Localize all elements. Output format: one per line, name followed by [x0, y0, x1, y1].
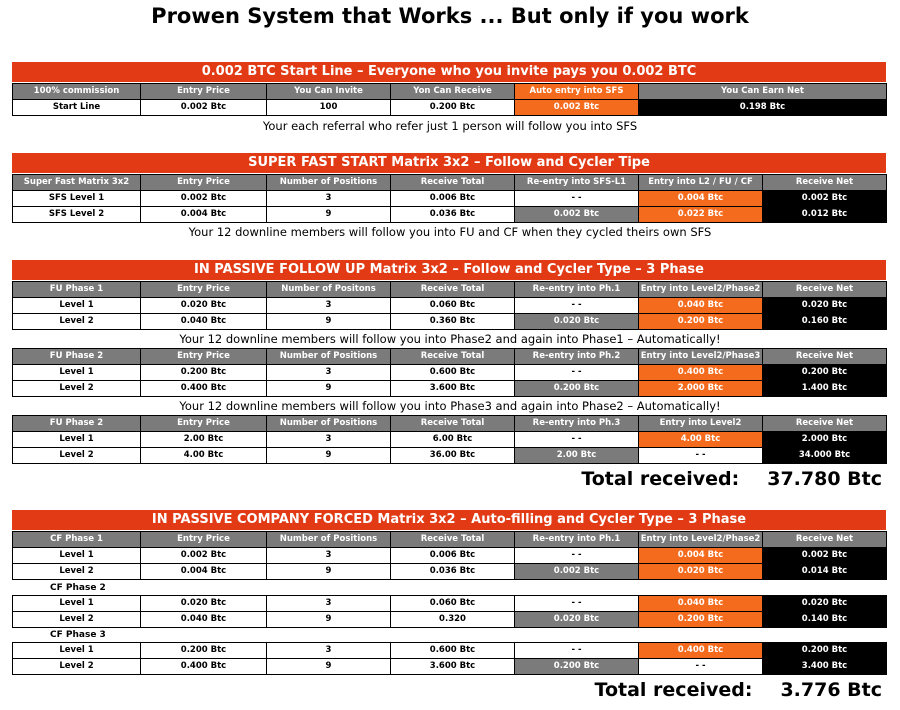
table-cell: 0.360 Btc	[391, 314, 515, 330]
table-header: Receive Net	[763, 532, 887, 548]
start-line-banner: 0.002 BTC Start Line – Everyone who you invite pays you 0.002 BTC	[12, 62, 886, 82]
table-header: Entry into Level2/Phase2	[639, 282, 763, 298]
table-cell: 0.020 Btc	[515, 612, 639, 628]
table-cell: Start Line	[13, 100, 141, 116]
table-header: You Can Invite	[267, 84, 391, 100]
table-cell: - -	[515, 191, 639, 207]
table-cell: 0.400 Btc	[141, 659, 267, 675]
table-cell: Level 2	[13, 659, 141, 675]
table-header: Re-entry into Ph.1	[515, 532, 639, 548]
start-line-table	[12, 83, 887, 116]
table-header: Re-entry into Ph.1	[515, 282, 639, 298]
sfs-note: Your 12 downline members will follow you into FU and CF when they cycled theirs own SFS	[188, 225, 712, 239]
table-cell: 0.040 Btc	[141, 314, 267, 330]
table-header: Super Fast Matrix 3x2	[13, 175, 141, 191]
table-cell: - -	[515, 298, 639, 314]
table-header: Re-entry into Ph.3	[515, 416, 639, 432]
fu-note-1: Your 12 downline members will follow you into Phase2 and again into Phase1 – Automatically!	[179, 332, 721, 346]
table-header: Receive Total	[391, 349, 515, 365]
fu-banner: IN PASSIVE FOLLOW UP Matrix 3x2 – Follow and Cycler Type – 3 Phase	[12, 260, 886, 280]
table-header: Entry into L2 / FU / CF	[639, 175, 763, 191]
cf-phase2-table	[12, 595, 887, 628]
fu-total-value: 37.780 Btc	[767, 468, 882, 490]
table-cell: 0.036 Btc	[391, 207, 515, 223]
table-cell: Level 1	[13, 548, 141, 564]
table-cell: 0.400 Btc	[639, 365, 763, 381]
cf-phase2-label: CF Phase 2	[50, 583, 106, 593]
table-cell: 9	[267, 612, 391, 628]
table-cell: - -	[639, 448, 763, 464]
table-cell: 0.002 Btc	[141, 191, 267, 207]
table-cell: 0.014 Btc	[763, 564, 887, 580]
table-cell: 3	[267, 298, 391, 314]
table-cell: - -	[515, 643, 639, 659]
table-cell: 9	[267, 207, 391, 223]
table-cell: 2.00 Btc	[141, 432, 267, 448]
table-cell: Level 2	[13, 448, 141, 464]
table-cell: 0.060 Btc	[391, 596, 515, 612]
table-cell: 0.020 Btc	[639, 564, 763, 580]
cf-phase3-table	[12, 642, 887, 675]
table-header: Entry Price	[141, 175, 267, 191]
table-cell: Level 1	[13, 365, 141, 381]
table-cell: 3.400 Btc	[763, 659, 887, 675]
table-cell: 1.400 Btc	[763, 381, 887, 397]
table-cell: 2.000 Btc	[763, 432, 887, 448]
table-header: Entry into Level2/Phase2	[639, 532, 763, 548]
table-cell: 0.320	[391, 612, 515, 628]
table-header: Yon Can Receive	[391, 84, 515, 100]
table-cell: 2.00 Btc	[515, 448, 639, 464]
table-cell: 0.004 Btc	[141, 207, 267, 223]
table-cell: 0.004 Btc	[639, 191, 763, 207]
table-header: FU Phase 2	[13, 416, 141, 432]
table-cell: 9	[267, 448, 391, 464]
fu-total-label: Total received:	[581, 468, 740, 490]
table-header: 100% commission	[13, 84, 141, 100]
table-cell: 0.400 Btc	[141, 381, 267, 397]
sfs-table	[12, 174, 887, 223]
table-cell: 0.600 Btc	[391, 643, 515, 659]
table-cell: Level 2	[13, 381, 141, 397]
table-header: Number of Positions	[267, 349, 391, 365]
table-cell: 0.040 Btc	[141, 612, 267, 628]
table-cell: 0.140 Btc	[763, 612, 887, 628]
table-cell: 4.00 Btc	[639, 432, 763, 448]
table-header: Entry Price	[141, 282, 267, 298]
cf-total-value: 3.776 Btc	[780, 679, 882, 701]
table-cell: 9	[267, 659, 391, 675]
table-cell: Level 2	[13, 612, 141, 628]
table-header: Number of Positions	[267, 532, 391, 548]
table-cell: 0.036 Btc	[391, 564, 515, 580]
table-cell: 0.040 Btc	[639, 298, 763, 314]
table-cell: Level 1	[13, 643, 141, 659]
table-cell: 0.002 Btc	[763, 548, 887, 564]
table-cell: - -	[515, 548, 639, 564]
fu-phase3-table	[12, 415, 887, 464]
cf-phase3-label: CF Phase 3	[50, 630, 106, 640]
table-cell: 0.012 Btc	[763, 207, 887, 223]
table-header: Entry Price	[141, 416, 267, 432]
cf-banner: IN PASSIVE COMPANY FORCED Matrix 3x2 – Auto-filling and Cycler Type – 3 Phase	[12, 510, 886, 530]
table-header: Entry into Level2/Phase3	[639, 349, 763, 365]
table-header: Receive Total	[391, 532, 515, 548]
table-cell: 0.198 Btc	[639, 100, 887, 116]
table-header: Receive Total	[391, 416, 515, 432]
table-cell: 0.022 Btc	[639, 207, 763, 223]
table-cell: 0.400 Btc	[639, 643, 763, 659]
table-cell: Level 2	[13, 314, 141, 330]
table-cell: 0.006 Btc	[391, 191, 515, 207]
table-header: Entry Price	[141, 532, 267, 548]
table-header: FU Phase 1	[13, 282, 141, 298]
table-cell: 2.000 Btc	[639, 381, 763, 397]
table-header: Receive Net	[763, 175, 887, 191]
table-header: You Can Earn Net	[639, 84, 887, 100]
table-cell: 0.200 Btc	[515, 659, 639, 675]
table-cell: 9	[267, 381, 391, 397]
table-cell: 3	[267, 643, 391, 659]
table-cell: 0.020 Btc	[763, 596, 887, 612]
table-cell: 0.200 Btc	[141, 643, 267, 659]
table-cell: 0.004 Btc	[639, 548, 763, 564]
table-cell: 0.200 Btc	[515, 381, 639, 397]
table-cell: 0.002 Btc	[763, 191, 887, 207]
table-cell: 0.006 Btc	[391, 548, 515, 564]
table-cell: 3.600 Btc	[391, 659, 515, 675]
cf-total	[595, 679, 882, 701]
fu-total	[581, 468, 882, 490]
table-cell: 3	[267, 191, 391, 207]
table-cell: 0.600 Btc	[391, 365, 515, 381]
table-header: Re-entry into Ph.2	[515, 349, 639, 365]
table-cell: 0.200 Btc	[639, 612, 763, 628]
table-cell: - -	[515, 365, 639, 381]
table-cell: 0.200 Btc	[763, 643, 887, 659]
table-header: Number of Positons	[267, 282, 391, 298]
fu-phase2-table	[12, 348, 887, 397]
table-header: Receive Net	[763, 416, 887, 432]
fu-phase1-table	[12, 281, 887, 330]
table-cell: - -	[515, 596, 639, 612]
table-header: FU Phase 2	[13, 349, 141, 365]
table-cell: 0.200 Btc	[639, 314, 763, 330]
table-cell: 100	[267, 100, 391, 116]
table-cell: 0.004 Btc	[141, 564, 267, 580]
table-cell: 0.040 Btc	[639, 596, 763, 612]
table-cell: 9	[267, 564, 391, 580]
table-header: CF Phase 1	[13, 532, 141, 548]
table-cell: 0.200 Btc	[763, 365, 887, 381]
table-header: Number of Positions	[267, 416, 391, 432]
table-cell: - -	[639, 659, 763, 675]
table-cell: 0.002 Btc	[515, 100, 639, 116]
table-cell: 4.00 Btc	[141, 448, 267, 464]
table-cell: 0.200 Btc	[141, 365, 267, 381]
table-cell: 3.600 Btc	[391, 381, 515, 397]
table-header: Number of Positions	[267, 175, 391, 191]
table-cell: 9	[267, 314, 391, 330]
table-cell: 0.020 Btc	[515, 314, 639, 330]
table-cell: 6.00 Btc	[391, 432, 515, 448]
table-header: Entry Price	[141, 84, 267, 100]
table-header: Entry Price	[141, 349, 267, 365]
table-header: Re-entry into SFS-L1	[515, 175, 639, 191]
table-cell: Level 2	[13, 564, 141, 580]
table-cell: 0.160 Btc	[763, 314, 887, 330]
table-cell: 0.002 Btc	[515, 564, 639, 580]
table-cell: 34.000 Btc	[763, 448, 887, 464]
table-cell: Level 1	[13, 596, 141, 612]
start-line-note: Your each referral who refer just 1 person will follow you into SFS	[262, 119, 638, 133]
cf-total-label: Total received:	[594, 679, 753, 701]
table-cell: 0.002 Btc	[141, 100, 267, 116]
table-header: Entry into Level2	[639, 416, 763, 432]
table-header: Receive Net	[763, 282, 887, 298]
table-cell: Level 1	[13, 432, 141, 448]
table-cell: 3	[267, 432, 391, 448]
table-cell: 3	[267, 548, 391, 564]
table-cell: 0.020 Btc	[141, 298, 267, 314]
table-cell: SFS Level 1	[13, 191, 141, 207]
table-header: Receive Total	[391, 282, 515, 298]
sfs-banner: SUPER FAST START Matrix 3x2 – Follow and Cycler Tipe	[12, 153, 886, 173]
table-header: Auto entry into SFS	[515, 84, 639, 100]
table-cell: 0.020 Btc	[141, 596, 267, 612]
cf-phase1-table	[12, 531, 887, 580]
table-cell: 3	[267, 596, 391, 612]
table-cell: 0.060 Btc	[391, 298, 515, 314]
table-cell: 0.200 Btc	[391, 100, 515, 116]
table-header: Receive Net	[763, 349, 887, 365]
table-cell: 3	[267, 365, 391, 381]
table-cell: - -	[515, 432, 639, 448]
table-header: Receive Total	[391, 175, 515, 191]
table-cell: 0.020 Btc	[763, 298, 887, 314]
table-cell: Level 1	[13, 298, 141, 314]
table-cell: 36.00 Btc	[391, 448, 515, 464]
table-cell: 0.002 Btc	[515, 207, 639, 223]
fu-note-2: Your 12 downline members will follow you into Phase3 and again into Phase2 – Automatically!	[179, 399, 721, 413]
table-cell: 0.002 Btc	[141, 548, 267, 564]
table-cell: SFS Level 2	[13, 207, 141, 223]
page-title: Prowen System that Works ... But only if you work	[151, 4, 749, 28]
